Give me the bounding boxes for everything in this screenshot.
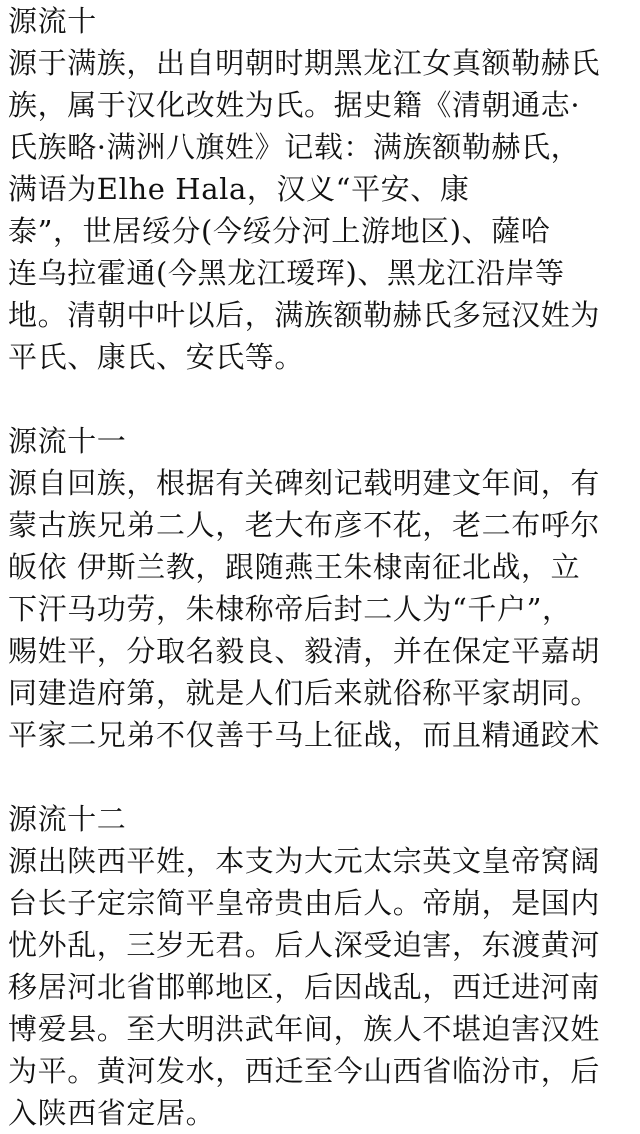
section-heading: 源流十一 <box>8 424 127 458</box>
section-spacer <box>8 756 636 798</box>
section-spacer <box>8 378 636 420</box>
paragraph-line: 氏族略·满洲八旗姓》记载：满族额勒赫氏， <box>8 130 581 164</box>
paragraph-line: 平家二兄弟不仅善于马上征战，而且精通跤术 <box>8 718 601 752</box>
document-body <box>8 0 636 1134</box>
section-heading: 源流十 <box>8 4 97 38</box>
paragraph-line: 为平。黄河发水，西迁至今山西省临汾市，后 <box>8 1054 601 1088</box>
paragraph-line: 地。清朝中叶以后，满族额勒赫氏多冠汉姓为 <box>8 298 601 332</box>
paragraph-line: 移居河北省邯郸地区，后因战乱，西迁进河南 <box>8 970 601 1004</box>
paragraph-line: 下汗马功劳，朱棣称帝后封二人为“千户”， <box>8 592 572 626</box>
paragraph-line: 赐姓平，分取名毅良、毅清，并在保定平嘉胡 <box>8 634 601 668</box>
paragraph-line: 入陕西省定居。 <box>8 1096 216 1130</box>
paragraph-line: 源自回族，根据有关碑刻记载明建文年间，有 <box>8 466 601 500</box>
paragraph-line: 皈依 伊斯兰教，跟随燕王朱棣南征北战，立 <box>8 550 581 584</box>
paragraph-line: 源于满族，出自明朝时期黑龙江女真额勒赫氏 <box>8 46 601 80</box>
paragraph-line: 连乌拉霍通(今黑龙江瑷珲)、黑龙江沿岸等 <box>8 256 565 290</box>
paragraph-line: 源出陕西平姓，本支为大元太宗英文皇帝窝阔 <box>8 844 601 878</box>
paragraph-line: 同建造府第，就是人们后来就俗称平家胡同。 <box>8 676 601 710</box>
paragraph-line: 博爱县。至大明洪武年间，族人不堪迫害汉姓 <box>8 1012 601 1046</box>
paragraph-line: 平氏、康氏、安氏等。 <box>8 340 305 374</box>
paragraph-line: 蒙古族兄弟二人，老大布彦不花，老二布呼尔 <box>8 508 601 542</box>
paragraph-line: 满语为Elhe Hala，汉义“平安、康 <box>8 172 470 206</box>
paragraph-line: 台长子定宗简平皇帝贵由后人。帝崩，是国内 <box>8 886 601 920</box>
section-heading: 源流十二 <box>8 802 127 836</box>
paragraph-line: 忧外乱，三岁无君。后人深受迫害，东渡黄河 <box>8 928 601 962</box>
paragraph-line: 泰”，世居绥分(今绥分河上游地区)、薩哈 <box>8 214 551 248</box>
paragraph-line: 族，属于汉化改姓为氏。据史籍《清朝通志· <box>8 88 581 122</box>
